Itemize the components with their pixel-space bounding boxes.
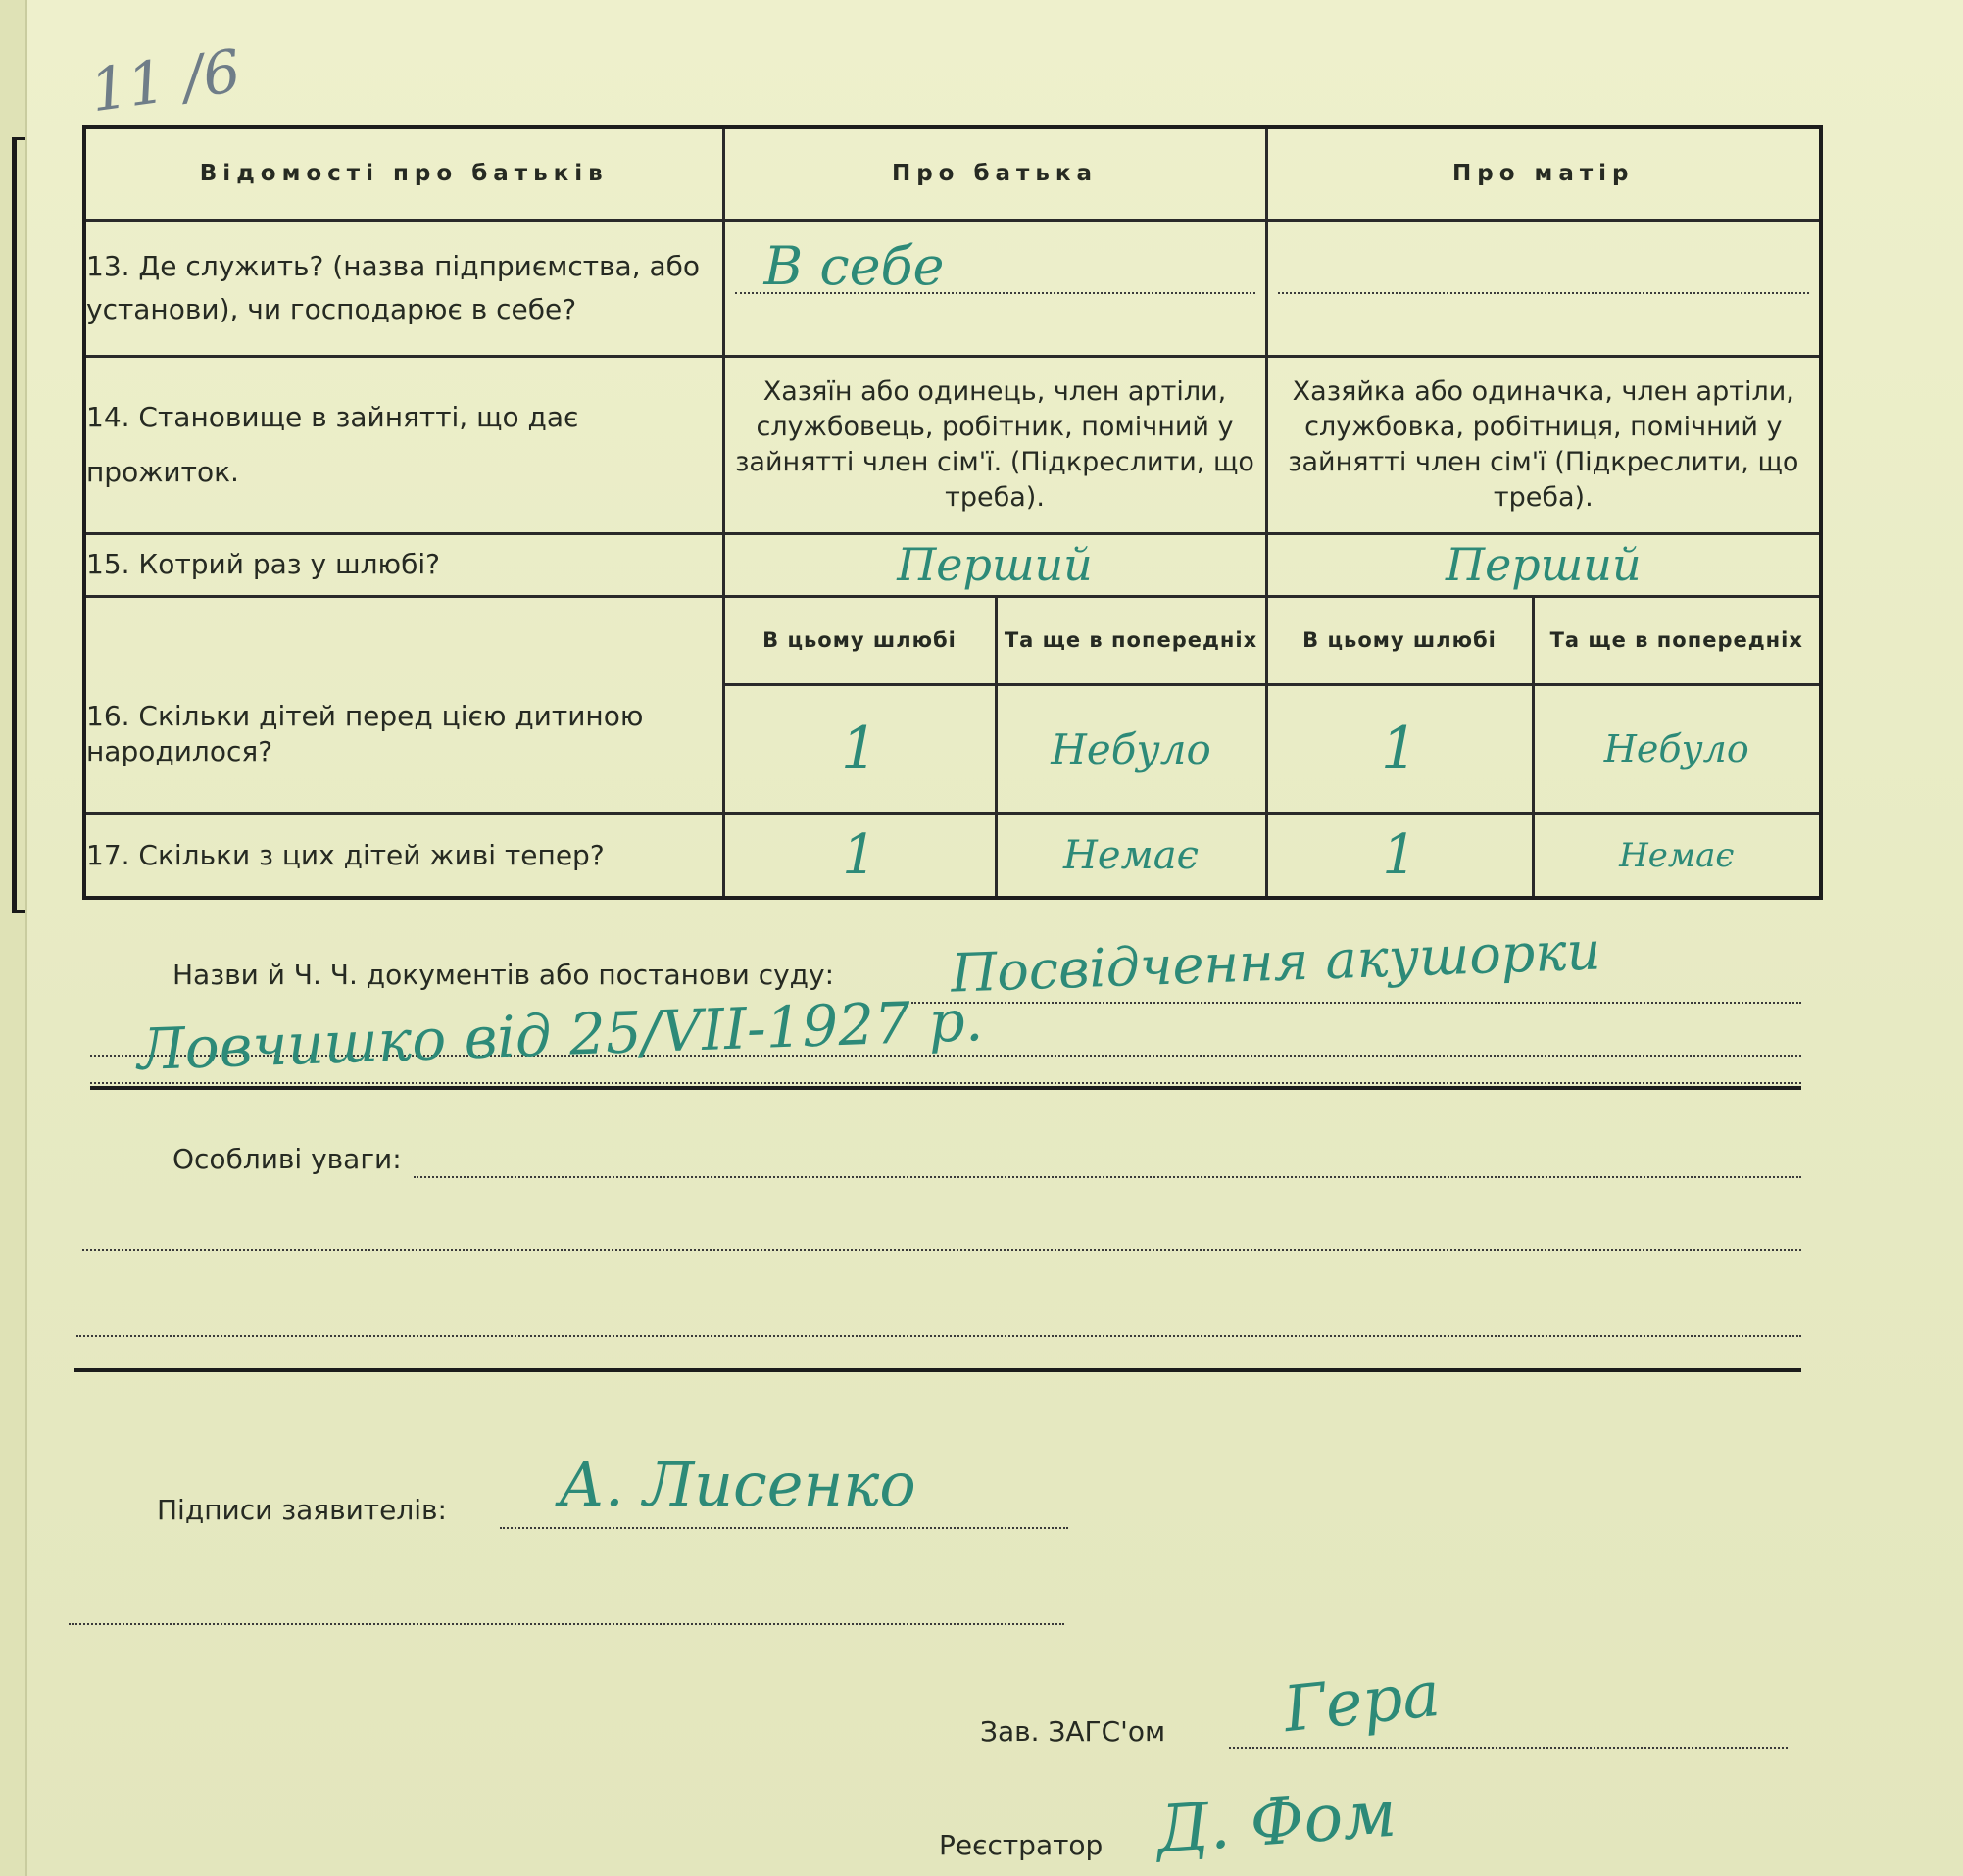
q14-father-options: Хазяїн або одинець, член артіли, службовець, робітник, помічний у зайнятті член сім'ї. (Підкреслити, що треба). <box>723 357 1266 534</box>
q17-father-prev: Немає <box>996 814 1266 898</box>
documents-line-3 <box>90 1082 1801 1084</box>
registrar-signature: Д. Фом <box>1153 1775 1399 1868</box>
dotted-line <box>1278 292 1810 294</box>
row-q14 <box>84 357 1821 534</box>
section-rule <box>74 1368 1801 1372</box>
q15-father-answer: Перший <box>723 534 1266 597</box>
q15-mother-answer: Перший <box>1266 534 1821 597</box>
header-mother: Про матір <box>1266 127 1821 220</box>
applicants-second-line <box>69 1623 1064 1625</box>
table-header-row <box>84 127 1821 220</box>
applicants-signature-label: Підписи заявителів: <box>157 1494 447 1526</box>
q13-father-cell <box>723 220 1266 357</box>
row-q17 <box>84 814 1821 898</box>
page-number-mark: 11 /6 <box>85 36 245 126</box>
mother-this-marriage-header: В цьому шлюбі <box>1266 596 1533 684</box>
row-q16-subheader <box>84 596 1821 684</box>
q16-father-prev: Небуло <box>996 684 1266 813</box>
section-rule <box>90 1086 1801 1090</box>
remarks-label: Особливі уваги: <box>172 1143 402 1175</box>
parents-info-table <box>82 125 1823 900</box>
q16-mother-this: 1 <box>1266 684 1533 813</box>
question-14-label: 14. Становище в зайнятті, що дає прожиток. <box>84 357 723 534</box>
q17-mother-prev: Немає <box>1533 814 1821 898</box>
applicants-signature: А. Лисенко <box>559 1449 916 1520</box>
header-about-parents: Відомості про батьків <box>84 127 723 220</box>
remarks-line-2 <box>82 1249 1801 1251</box>
question-16-label: 16. Скільки дітей перед цією дитиною народилося? <box>84 596 723 814</box>
header-father: Про батька <box>723 127 1266 220</box>
row-q15 <box>84 534 1821 597</box>
documents-handwritten-1: Посвідчення акушорки <box>950 919 1602 1005</box>
remarks-line-1 <box>414 1176 1801 1178</box>
q13-mother-cell <box>1266 220 1821 357</box>
mother-previous-header: Та ще в попередніх <box>1533 596 1821 684</box>
binding-bracket <box>12 137 25 913</box>
q17-mother-this: 1 <box>1266 814 1533 898</box>
head-label: Зав. ЗАГС'ом <box>980 1715 1166 1748</box>
q13-father-answer: В себе <box>763 234 945 297</box>
documents-line-1 <box>911 1002 1801 1004</box>
documents-handwritten-2: Ловчишко від 25/VII-1927 р. <box>136 986 985 1084</box>
row-q13 <box>84 220 1821 357</box>
remarks-line-3 <box>76 1335 1801 1337</box>
head-signature: Гера <box>1280 1657 1444 1748</box>
head-signature-line <box>1229 1747 1788 1749</box>
documents-label: Назви й Ч. Ч. документів або постанови суду: <box>172 959 835 991</box>
question-15-label: 15. Котрий раз у шлюбі? <box>84 534 723 597</box>
dotted-line <box>735 292 1255 294</box>
applicants-signature-line <box>500 1527 1068 1529</box>
q14-mother-options: Хазяйка або одиначка, член артіли, службовка, робітниця, помічний у зайнятті член сім'ї (Підкреслити, що треба). <box>1266 357 1821 534</box>
q17-father-this: 1 <box>723 814 996 898</box>
q16-mother-prev: Небуло <box>1533 684 1821 813</box>
father-previous-header: Та ще в попередніх <box>996 596 1266 684</box>
question-13-label: 13. Де служить? (назва підприємства, або установи), чи господарює в себе? <box>84 220 723 357</box>
registrar-label: Реєстратор <box>939 1829 1104 1861</box>
question-17-label: 17. Скільки з цих дітей живі тепер? <box>84 814 723 898</box>
father-this-marriage-header: В цьому шлюбі <box>723 596 996 684</box>
q16-father-this: 1 <box>723 684 996 813</box>
